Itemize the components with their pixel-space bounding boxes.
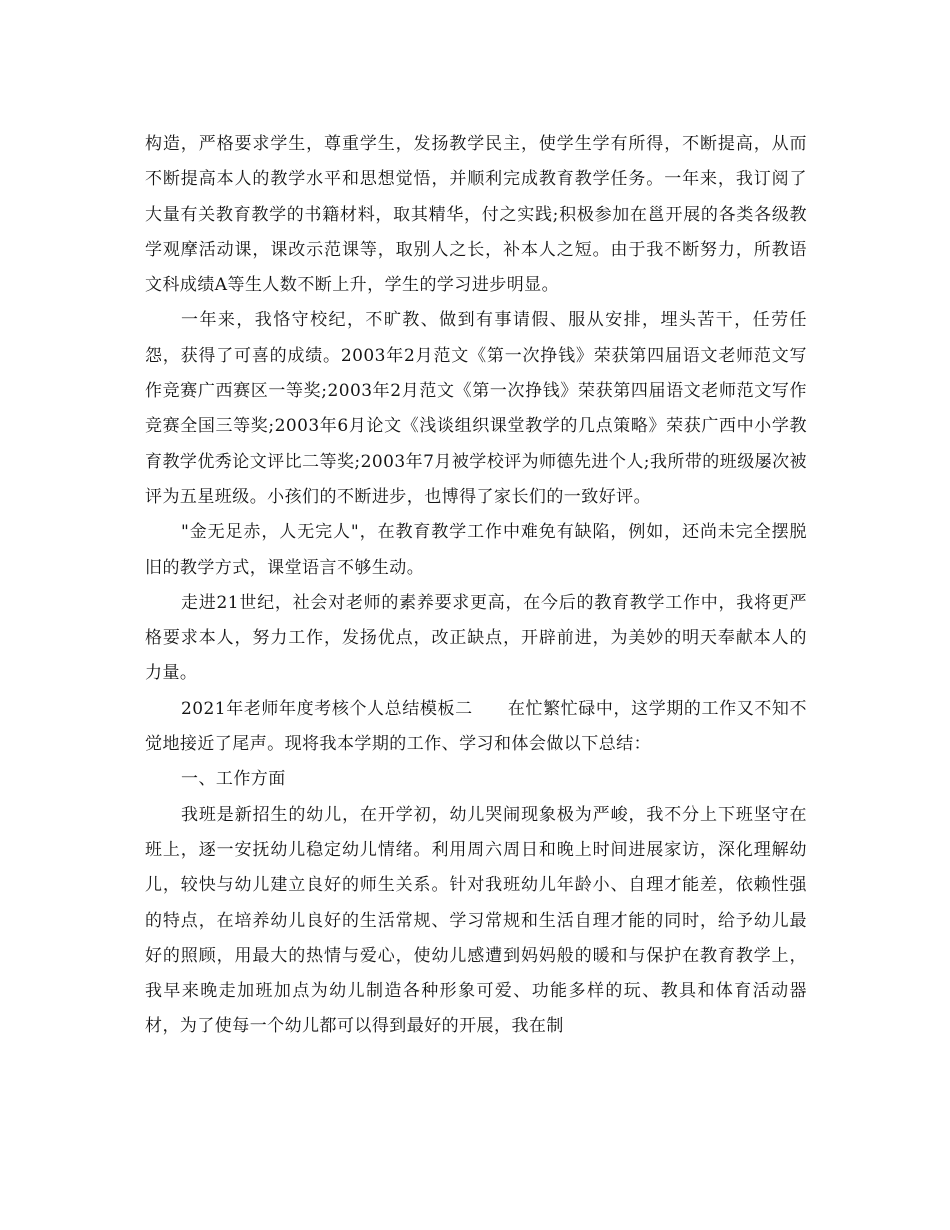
- paragraph-teaching-methods: 构造，严格要求学生，尊重学生，发扬教学民主，使学生学有所得，不断提高，从而不断提高本人的教学水平和思想觉悟，并顺利完成教育教学任务。一年来，我订阅了大量有关教育教学的书籍材料，取其精华，付之实践;积极参加在邕开展的各类各级教学观摩活动课，课改示范课等，取别人之长，补本人之短。由于我不断努力，所教语文科成绩A等生人数不断上升，学生的学习进步明显。: [145, 134, 807, 296]
- paragraph-achievements: 一年来，我恪守校纪，不旷教、做到有事请假、服从安排，埋头苦干，任劳任怨，获得了可喜的成绩。2003年2月范文《第一次挣钱》荣获第四届语文老师范文写作竞赛广西赛区一等奖;2003年2月范文《第一次挣钱》荣获第四届语文老师范文写作竞赛全国三等奖;2003年6月论文《浅谈组织课堂教学的几点策略》荣获广西中小学教育教学优秀论文评比二等奖;2003年7月被学校评为师德先进个人;我所带的班级屡次被评为五星班级。小孩们的不断进步，也博得了家长们的一致好评。: [145, 310, 807, 507]
- section-heading-work: 一、工作方面: [181, 769, 286, 790]
- paragraph-outlook: 走进21世纪，社会对老师的素养要求更高，在今后的教育教学工作中，我将更严格要求本人，努力工作，发扬优点，改正缺点，开辟前进，为美妙的明天奉献本人的力量。: [145, 592, 807, 684]
- paragraph-kindergarten-work: 我班是新招生的幼儿，在开学初，幼儿哭闹现象极为严峻，我不分上下班坚守在班上，逐一安抚幼儿稳定幼儿情绪。利用周六周日和晚上时间进展家访，深化理解幼儿，较快与幼儿建立良好的师生关系。针对我班幼儿年龄小、自理才能差，依赖性强的特点，在培养幼儿良好的生活常规、学习常规和生活自理才能的同时，给予幼儿最好的照顾，用最大的热情与爱心，使幼儿感遭到妈妈般的暖和与保护在教育教学上，我早来晚走加班加点为幼儿制造各种形象可爱、功能多样的玩、教具和体育活动器材，为了使每一个幼儿都可以得到最好的开展，我在制: [145, 804, 807, 1037]
- document-body: [145, 127, 807, 1045]
- paragraph-template-two-intro: 2021年老师年度考核个人总结模板二 在忙繁忙碌中，这学期的工作又不知不觉地接近了尾声。现将我本学期的工作、学习和体会做以下总结：: [145, 698, 807, 755]
- paragraph-shortcomings: "金无足赤，人无完人"，在教育教学工作中难免有缺陷，例如，还尚未完全摆脱旧的教学方式，课堂语言不够生动。: [145, 522, 807, 578]
